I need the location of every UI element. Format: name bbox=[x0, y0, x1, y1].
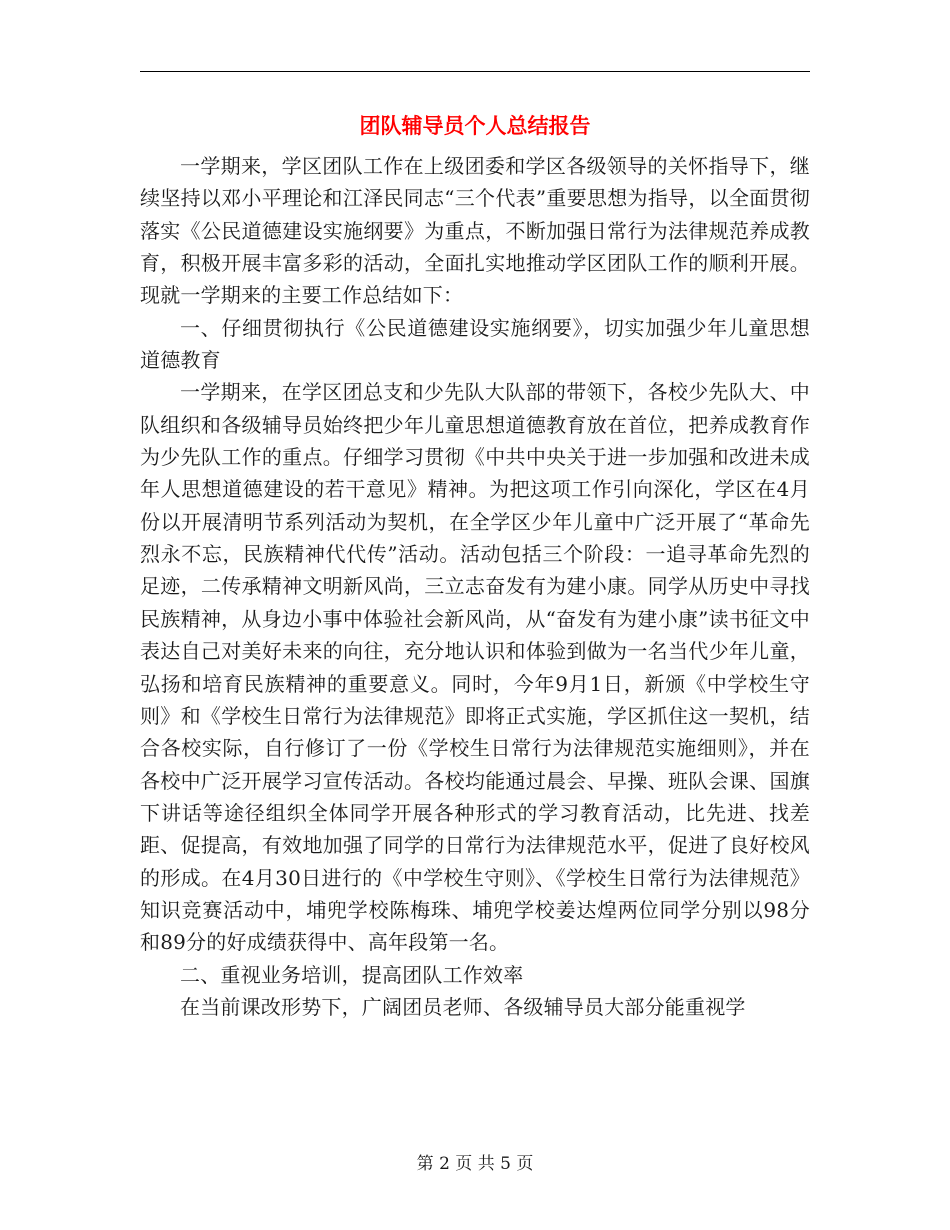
document-title: 团队辅导员个人总结报告 bbox=[359, 114, 591, 138]
paragraph-section-1: 一学期来，在学区团总支和少先队大队部的带领下，各校少先队大、中队组织和各级辅导员始终把少年儿童思想道德教育放在首位，把养成教育作为少先队工作的重点。仔细学习贯彻《中共中央关于进一步加强和改进未成年人思想道德建设的若干意见》精神。为把这项工作引向深化，学区在4月份以开展清明节系列活动为契机，在全学区少年儿童中广泛开展了“革命先烈永不忘，民族精神代代传”活动。活动包括三个阶段：一追寻革命先烈的足迹，二传承精神文明新风尚，三立志奋发有为建小康。同学从历史中寻找民族精神，从身边小事中体验社会新风尚，从“奋发有为建小康”读书征文中表达自己对美好未来的向往，充分地认识和体验到做为一名当代少年儿童，弘扬和培育民族精神的重要意义。同时，今年9月1日，新颁《中学校生守则》和《学校生日常行为法律规范》即将正式实施，学区抓住这一契机，结合各校实际，自行修订了一份《学校生日常行为法律规范实施细则》，并在各校中广泛开展学习宣传活动。各校均能通过晨会、早操、班队会课、国旗下讲话等途径组织全体同学开展各种形式的学习教育活动，比先进、找差距、促提高，有效地加强了同学的日常行为法律规范水平，促进了良好校风的形成。在4月30日进行的《中学校生守则》、《学校生日常行为法律规范》知识竞赛活动中，埔兜学校陈梅珠、埔兜学校姜达煌两位同学分别以98分和89分的好成绩获得中、高年段第一名。 bbox=[140, 380, 810, 955]
document-body bbox=[140, 150, 810, 1023]
paragraph-section-2: 在当前课改形势下，广阔团员老师、各级辅导员大部分能重视学 bbox=[180, 994, 746, 1019]
paragraph-intro: 一学期来，学区团队工作在上级团委和学区各级领导的关怀指导下，继续坚持以邓小平理论和江泽民同志“三个代表”重要思想为指导，以全面贯彻落实《公民道德建设实施纲要》为重点，不断加强日常行为法律规范养成教育，积极开展丰富多彩的活动，全面扎实地推动学区团队工作的顺利开展。现就一学期来的主要工作总结如下： bbox=[140, 154, 810, 308]
page-number-footer: 第 2 页 共 5 页 bbox=[416, 1154, 534, 1174]
header-rule bbox=[140, 71, 810, 72]
section-heading-1: 一、仔细贯彻执行《公民道德建设实施纲要》，切实加强少年儿童思想道德教育 bbox=[140, 315, 810, 373]
section-heading-2: 二、重视业务培训，提高团队工作效率 bbox=[180, 962, 524, 987]
